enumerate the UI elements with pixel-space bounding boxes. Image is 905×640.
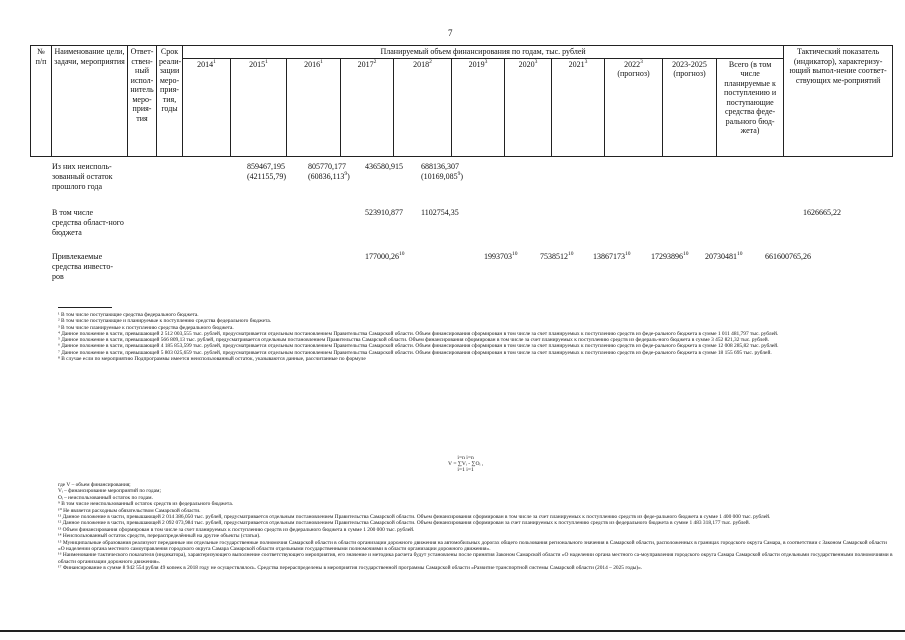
footnote: ⁸ В случае если по мероприятию Подпрограммы имеется неиспользованный остаток, указываются данные, рассчитанные по формуле	[58, 356, 366, 363]
cell-2023-2025: 20730481$^{10}$	[705, 251, 743, 261]
footnote: ⁵ Данное положение в части, превышающей 566 809,13 тыс. рублей, предусматривается отдельным постановлением Правительства Самарской области. Объем финансирования сформирован в том числе за счет планируемых к поступлению средств из федераль-ного бюджета в сумме 3 452 821,32 тыс. рублей.	[58, 337, 769, 344]
header-year-2015: 2015$^1$	[231, 58, 287, 156]
row-label-investor-funds: Привлекаемые средства инвесто-ров	[52, 252, 113, 281]
header-num: № п/п	[31, 46, 52, 157]
header-year-2018: 2018$^2$	[394, 58, 452, 156]
cell-2015: 859467,195 (421155,79)	[247, 162, 287, 181]
header-tactical: Тактический показатель (индикатор), характеризу-ющий выпол-нение соответ-ствующих ме-роприятий	[784, 46, 893, 157]
row-label-unused-balance: Из них неисполь-зованный остаток прошлого года	[52, 162, 113, 191]
cell-2022: 17293896$^{10}$	[651, 251, 689, 261]
page-number: 7	[448, 28, 453, 38]
page-bottom-border	[0, 630, 905, 632]
footnote: ¹⁵ Муниципальные образования реализуют переданные им отдельные государственные полномочия Самарской области в области организации дорожного движения на автомобильных дорогах общего пользования регионального значения в Самарской области, расположенных в границах городского округа Самара, в соответствии с Законом Самарской области «О наделении органа местного самоуправления городского округа Самара Самарской области отдельными государственными полномочиями в области организации дорожного движения».	[58, 539, 887, 553]
footnotes-continued	[58, 482, 893, 572]
cell-2018: 1102754,35	[421, 208, 459, 217]
footnote: ¹⁰ Не является расходным обязательством Самарской области.	[58, 507, 201, 514]
cell-2020: 7538512$^{10}$	[540, 251, 574, 261]
footnote: где V – объем финансирования;	[58, 482, 131, 488]
header-year-2020: 2020$^3$	[505, 58, 552, 156]
cell-2019: 1993703$^{10}$	[484, 251, 518, 261]
footnote: ¹³ Объем финансирования сформирован в том числе за счет планируемых к поступлению средств из федерального бюджета в сумме 1 200 000 тыс. рублей.	[58, 526, 415, 533]
header-year-2021: 2021$^3$	[552, 58, 605, 156]
header-year-2014: 2014$^1$	[183, 58, 231, 156]
footnote: ¹⁴ Неиспользованный остаток средств, перераспределённый на другие объекты (статьи).	[58, 533, 261, 540]
header-name: Наименование цели, задачи, мероприятия	[52, 46, 128, 157]
footnote: Vᵢ – финансирование мероприятий по годам;	[58, 488, 161, 495]
footnote-separator	[58, 307, 112, 308]
header-year-2016: 2016$^1$	[287, 58, 341, 156]
footnote: ¹² Данное положение в части, превышающей 2 092 073,984 тыс. рублей, предусматривается отдельным постановлением Правительства Самарской области. Объем финансирования сформирован за счет планируемых к поступлению средств из федерального бюджета в сумме 1 483 318,177 тыс. рублей.	[58, 520, 751, 527]
formula: i=n i=n V = ∑Vᵢ - ∑Oᵢ , i=1 i=1	[448, 455, 484, 473]
header-year-2019: 2019$^3$	[452, 58, 505, 156]
footnote: ¹⁶ Наименование тактического показателя (индикатора), характеризующего выполнение соответствующего мероприятия, его значение и методика расчета будут установлены после принятия Законом Самарской области «О наделении органа местного са-моуправления городского округа Самара Самарской области отдельными государственными полномочиями в области организации дорожного движения».	[58, 552, 893, 565]
header-planned: Планируемый объем финансирования по годам, тыс. рублей	[183, 46, 784, 59]
footnote: Oᵢ – неиспользованный остаток по годам.	[58, 494, 153, 501]
footnote: ² В том числе поступающие и планируемые к поступлению средства федерального бюджета.	[58, 318, 272, 325]
footnote: ⁴ Данное положение в части, превышающей 2 512 003,555 тыс. рублей, предусматривается отдельным постановлением Правительства Самарской области. Объем финансирования сформирован в том числе за счет планируемых к поступлению средств из феде-рального бюджета в сумме 1 011 481,797 тыс. рублей.	[58, 330, 779, 337]
header-year-2017: 2017$^2$	[341, 58, 394, 156]
cell-2021: 13867173$^{10}$	[593, 251, 631, 261]
row-label-regional-budget: В том числе средства област-ного бюджета	[52, 208, 124, 237]
header-total: Всего (в том числе планируемые к поступлению и поступающие средства феде-рального бюд-жета)	[717, 58, 784, 156]
financing-table-header	[30, 45, 893, 157]
footnote: ³ В том числе планируемые к поступлению средства федерального бюджета.	[58, 324, 234, 331]
header-year-2022: 2022$^3$ (прогноз)	[605, 58, 663, 156]
footnote: ¹ В том числе поступающие средства федерального бюджета.	[58, 312, 199, 318]
cell-2016: 805770,177 (60836,113$^9$)	[308, 162, 350, 181]
footnote: ⁷ Данное положение в части, превышающей 5 803 025,659 тыс. рублей, предусматривается отдельным постановлением Правительства Самарской области. Объем финансирования сформирован в том числе за счет планируемых к поступлению средств из феде-рального бюджета в сумме 18 155 695 тыс. рублей.	[58, 349, 772, 356]
header-term: Срок реали-зации меро-прия-тия, годы	[157, 46, 183, 157]
cell-2018: 688136,307 (10169,085$^9$)	[421, 162, 464, 181]
cell-2017: 436580,915	[365, 162, 403, 171]
header-responsible: Ответ-ствен-ный испол-нитель меро-прия-тия	[128, 46, 157, 157]
footnote: ¹¹ Данное положение в части, превышающей 2 014 386,050 тыс. рублей, предусматривается отдельным постановлением Правительства Самарской области. Объем финансирования сформирован в том числе за счет планируемых к поступлению средств из феде-рального бюджета в сумме 1 400 000 тыс. рублей.	[58, 514, 771, 521]
header-year-2023-2025: 2023-2025 (прогноз)	[663, 58, 717, 156]
footnote: ⁶ Данное положение в части, превышающей 4 185 853,599 тыс. рублей, предусматривается отдельным постановлением Правительства Самарской области. Объем финансирования сформирован в том числе за счет планируемых к поступлению средств из феде-рального бюджета в сумме 12 008 285,82 тыс. рублей.	[58, 343, 779, 350]
cell-total: 661600765,26	[765, 252, 811, 261]
footnotes	[58, 312, 893, 362]
footnote: ⁹ В том числе неиспользованный остаток средств из федерального бюджета.	[58, 501, 234, 508]
cell-2017: 523910,877	[365, 208, 403, 217]
cell-total: 1626665,22	[803, 208, 841, 217]
cell-2017: 177000,26$^{10}$	[365, 251, 405, 261]
footnote: ¹⁷ Финансирование в сумме 8 942 554 рубля 49 копеек в 2018 году не осуществлялось. Средства перераспределены в мероприятия государственной программы Самарской области «Развитие транспортной системы Самарской области (2014 – 2025 годы)».	[58, 565, 643, 572]
